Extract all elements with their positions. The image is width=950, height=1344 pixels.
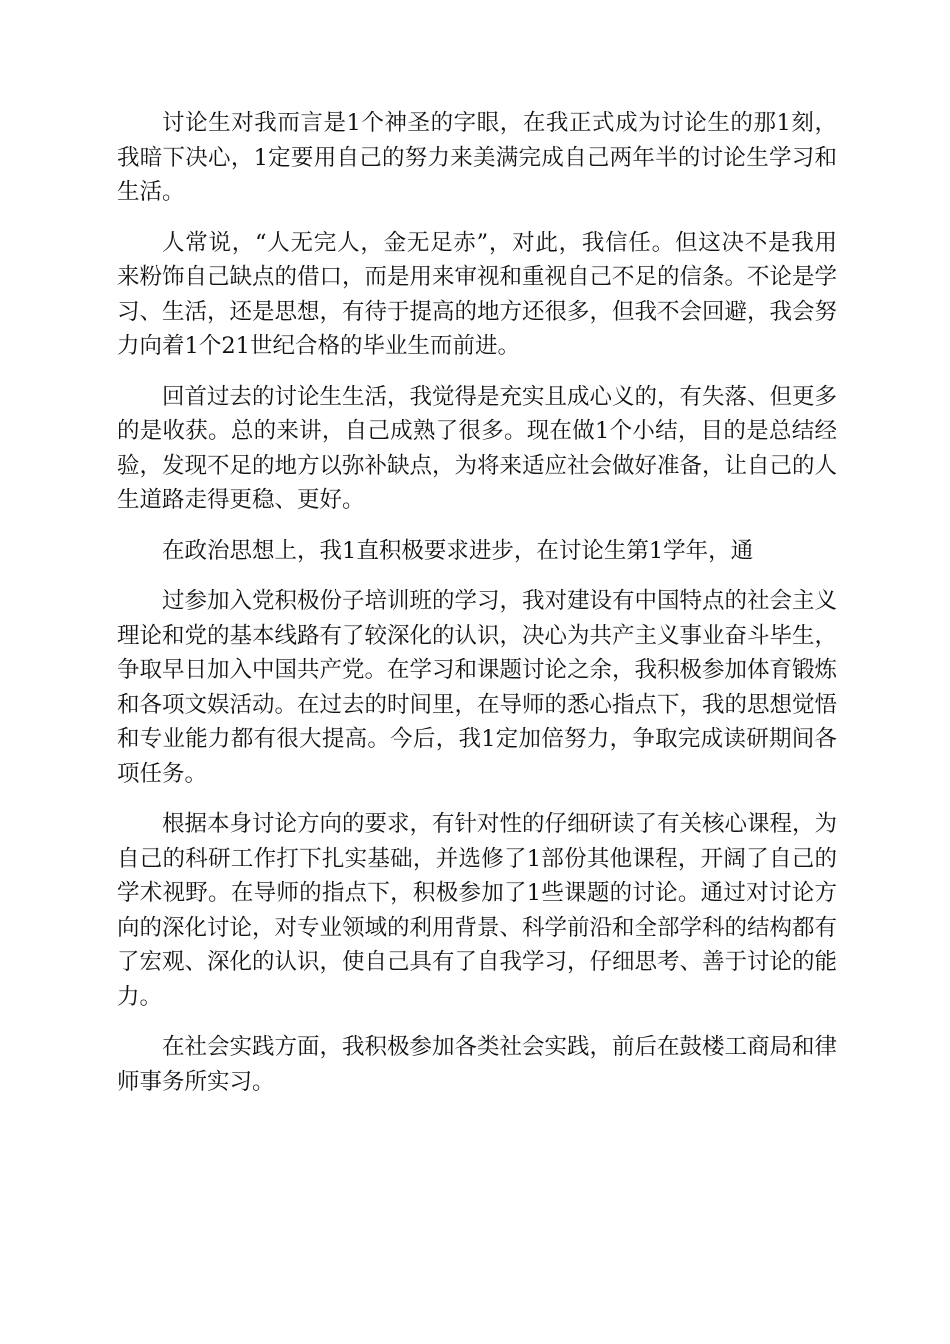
- paragraph-5: 过参加入党积极份子培训班的学习，我对建设有中国特点的社会主义理论和党的基本线路有了较深化的认识，决心为共产主义事业奋斗毕生，争取早日加入中国共产党。在学习和课题讨论之余，我积极参加体育锻炼和各项文娱活动。在过去的时间里，在导师的悉心指点下，我的思想觉悟和专业能力都有很大提高。今后，我1定加倍努力，争取完成读研期间各项任务。: [117, 588, 838, 787]
- paragraph-4: 在政治思想上，我1直积极要求进步，在讨论生第1学年，通: [162, 537, 754, 564]
- paragraph-1: 讨论生对我而言是1个神圣的字眼，在我正式成为讨论生的那1刻，我暗下决心，1定要用自己的努力来美满完成自己两年半的讨论生学习和生活。: [117, 110, 837, 205]
- paragraph-7: 在社会实践方面，我积极参加各类社会实践，前后在鼓楼工商局和律师事务所实习。: [117, 1034, 838, 1095]
- paragraph-6: 根据本身讨论方向的要求，有针对性的仔细研读了有关核心课程，为自己的科研工作打下扎实基础，并选修了1部份其他课程，开阔了自己的学术视野。在导师的指点下，积极参加了1些课题的讨论。通过对讨论方向的深化讨论，对专业领域的利用背景、科学前沿和全部学科的结构都有了宏观、深化的认识，使自己具有了自我学习，仔细思考、善于讨论的能力。: [117, 811, 838, 1010]
- paragraph-3: 回首过去的讨论生生活，我觉得是充实且成心义的，有失落、但更多的是收获。总的来讲，自己成熟了很多。现在做1个小结，目的是总结经验，发现不足的地方以弥补缺点，为将来适应社会做好准备，让自己的人生道路走得更稳、更好。: [117, 383, 838, 513]
- document-body: [117, 106, 837, 1115]
- paragraph-2: 人常说，“人无完人，金无足赤”，对此，我信任。但这决不是我用来粉饰自己缺点的借口，而是用来审视和重视自己不足的信条。不论是学习、生活，还是思想，有待于提高的地方还很多，但我不会回避，我会努力向着1个21世纪合格的毕业生而前进。: [117, 229, 838, 359]
